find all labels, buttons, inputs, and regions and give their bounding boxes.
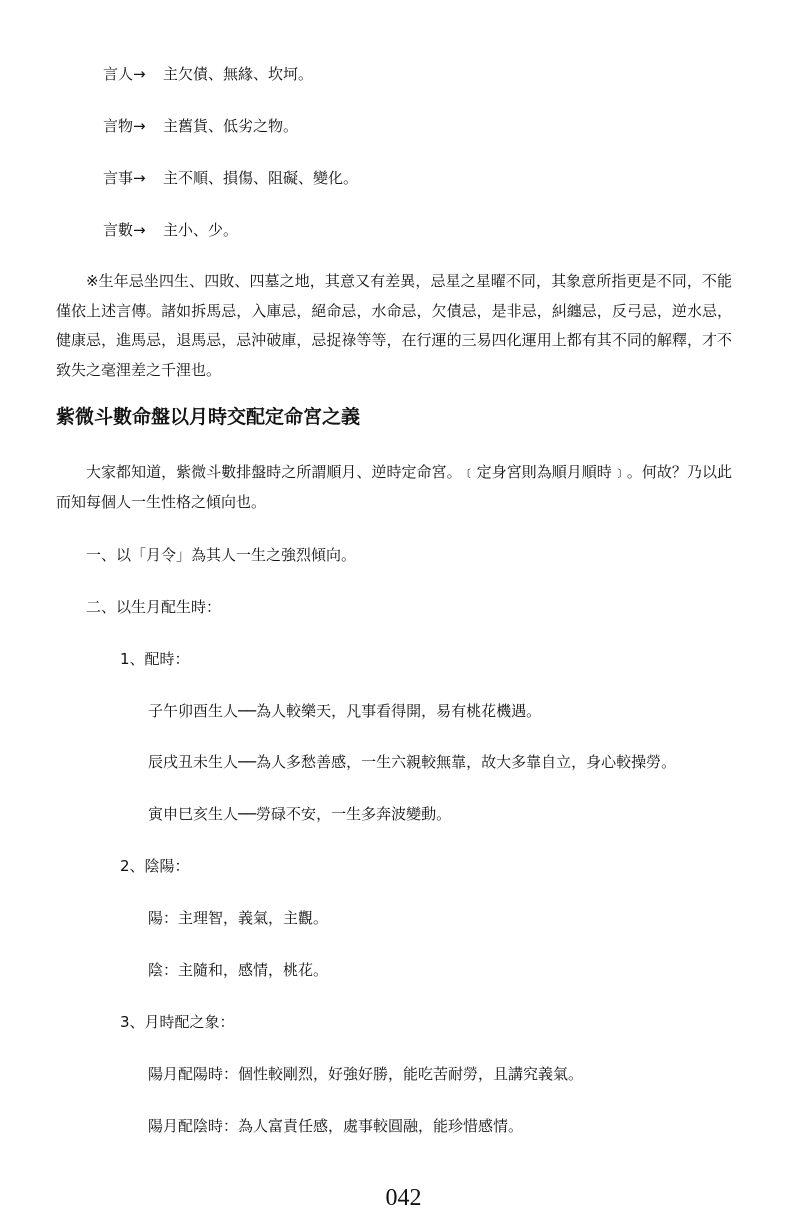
page-number: 042 [385, 1185, 422, 1211]
item-label: 言數→ [103, 221, 146, 239]
item-text: 主欠債、無緣、坎坷。 [163, 65, 314, 83]
sub1-line: 寅申巳亥生人──勞碌不安，一生多奔波變動。 [148, 805, 452, 823]
sub-heading-2: 2、陰陽： [120, 857, 190, 875]
item-shu [103, 220, 238, 240]
intro-paragraph: 大家都知道，紫微斗數排盤時之所謂順月、逆時定命宮。﹝定身宮則為順月順時﹞。何故？乃以此而知每個人一生性格之傾向也。 [56, 463, 732, 511]
sub2-line: 陽：主理智，義氣，主觀。 [148, 909, 329, 927]
sub1-line: 子午卯酉生人──為人較樂天，凡事看得開，易有桃花機遇。 [148, 702, 542, 720]
item-text: 主小、少。 [163, 221, 239, 239]
sub2-line: 陰：主隨和，感情，桃花。 [148, 961, 329, 979]
item-label: 言物→ [103, 117, 146, 135]
item-wu [103, 116, 298, 136]
sub1-line: 辰戌丑未生人──為人多愁善感，一生六親較無靠，故大多靠自立，身心較操勞。 [148, 753, 677, 771]
sub3-line: 陽月配陰時：為人富責任感，處事較圓融，能珍惜感情。 [148, 1117, 524, 1135]
item-text: 主舊貨、低劣之物。 [163, 117, 299, 135]
point-one: 一、以「月令」為其人一生之強烈傾向。 [86, 546, 357, 564]
sub-heading-1: 1、配時： [120, 650, 190, 668]
note-paragraph: ※生年忌坐四生、四敗、四墓之地，其意又有差異，忌星之星曜不同，其象意所指更是不同，不能僅依上述言傳。諸如拆馬忌，入庫忌，絕命忌，水命忌，欠債忌，是非忌，糾纏忌，反弓忌，逆水忌，健康忌，進馬忌，退馬忌，忌沖破庫，忌捉祿等等，在行運的三易四化運用上都有其不同的解釋，才不致失之毫浬差之千浬也。 [56, 272, 732, 379]
item-label: 言人→ [103, 65, 146, 83]
point-two: 二、以生月配生時： [86, 598, 222, 616]
sub-heading-3: 3、月時配之象： [120, 1013, 235, 1031]
item-shi [103, 168, 358, 188]
item-text: 主不順、損傷、阻礙、變化。 [163, 169, 359, 187]
item-ren [103, 64, 313, 84]
item-label: 言事→ [103, 169, 146, 187]
sub3-line: 陽月配陽時：個性較剛烈，好強好勝，能吃苦耐勞，且講究義氣。 [148, 1065, 584, 1083]
section-heading: 紫微斗數命盤以月時交配定命宮之義 [56, 406, 361, 428]
